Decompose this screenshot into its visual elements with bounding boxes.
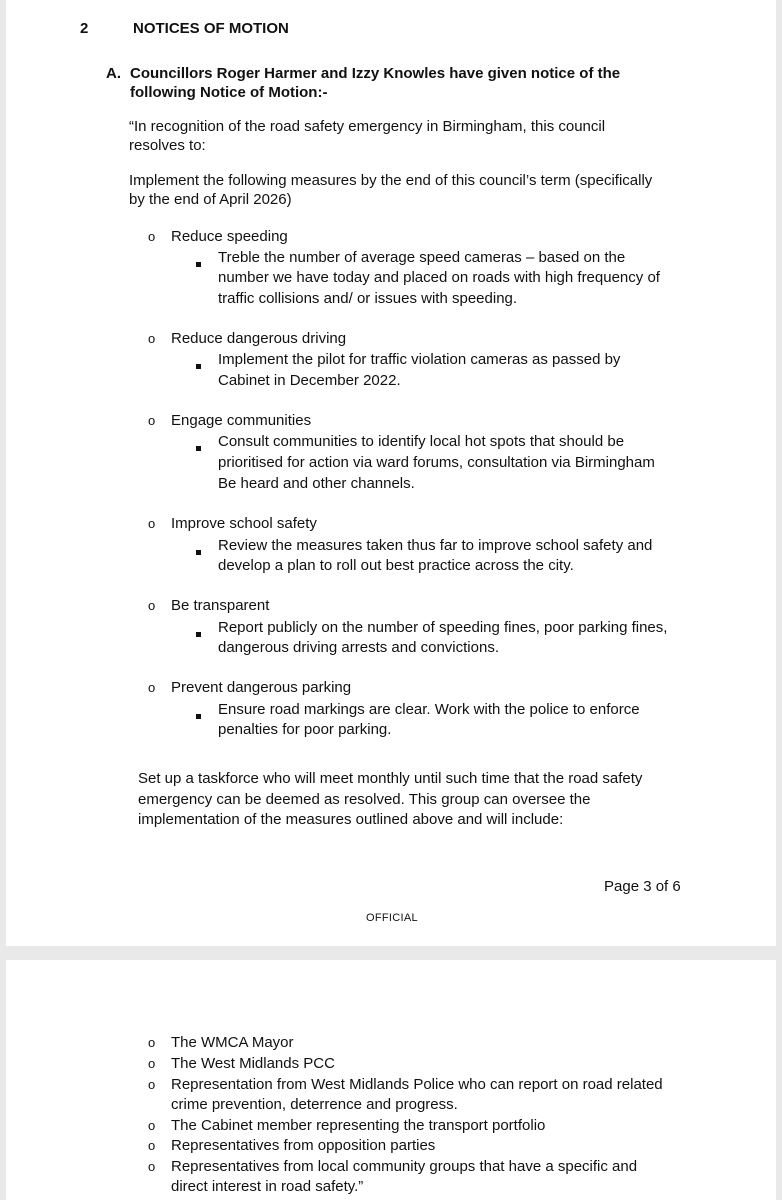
circle-bullet: o xyxy=(148,680,156,695)
implement-line: by the end of April 2026) xyxy=(129,191,292,208)
member-line: direct interest in road safety.” xyxy=(171,1178,364,1195)
measure-label: Prevent dangerous parking xyxy=(171,679,352,696)
measure-detail-line: Report publicly on the number of speeding fines, poor parking fines, xyxy=(218,619,668,636)
measure-detail-line: Cabinet in December 2022. xyxy=(218,372,401,389)
measure-detail-line: traffic collisions and/ or issues with speeding. xyxy=(218,290,518,307)
circle-bullet: o xyxy=(148,1077,156,1092)
member-line: Representatives from opposition parties xyxy=(171,1137,436,1154)
circle-bullet: o xyxy=(148,331,156,346)
taskforce-line: emergency can be deemed as resolved. This group can oversee the xyxy=(138,791,591,808)
member-line: Representatives from local community groups that have a specific and xyxy=(171,1158,638,1175)
measure-detail-line: Review the measures taken thus far to improve school safety and xyxy=(218,537,653,554)
document-page-4 xyxy=(6,960,776,1200)
member-line: crime prevention, deterrence and progress. xyxy=(171,1096,458,1113)
circle-bullet: o xyxy=(148,1138,156,1153)
measure-label: Reduce speeding xyxy=(171,228,288,245)
circle-bullet: o xyxy=(148,516,156,531)
square-bullet xyxy=(196,632,201,637)
measure-detail-line: Treble the number of average speed cameras – based on the xyxy=(218,249,626,266)
circle-bullet: o xyxy=(148,1056,156,1071)
classification-label: OFFICIAL xyxy=(366,912,418,924)
measure-label: Be transparent xyxy=(171,597,270,614)
measure-label: Reduce dangerous driving xyxy=(171,330,347,347)
measure-detail-line: Consult communities to identify local hot spots that should be xyxy=(218,433,625,450)
measure-label: Engage communities xyxy=(171,412,312,429)
intro-line: “In recognition of the road safety emergency in Birmingham, this council xyxy=(129,118,606,135)
member-line: The Cabinet member representing the transport portfolio xyxy=(171,1117,546,1134)
member-line: The WMCA Mayor xyxy=(171,1034,294,1051)
circle-bullet: o xyxy=(148,1035,156,1050)
square-bullet xyxy=(196,262,201,267)
measure-detail-line: penalties for poor parking. xyxy=(218,721,392,738)
page-number: Page 3 of 6 xyxy=(604,878,681,895)
circle-bullet: o xyxy=(148,1159,156,1174)
measure-detail-line: prioritised for action via ward forums, consultation via Birmingham xyxy=(218,454,655,471)
motion-heading-line: following Notice of Motion:- xyxy=(130,84,328,101)
taskforce-line: implementation of the measures outlined above and will include: xyxy=(138,811,564,828)
circle-bullet: o xyxy=(148,413,156,428)
measure-detail-line: number we have today and placed on roads with high frequency of xyxy=(218,269,660,286)
measure-detail-line: Ensure road markings are clear. Work with the police to enforce xyxy=(218,701,640,718)
intro-line: resolves to: xyxy=(129,137,206,154)
circle-bullet: o xyxy=(148,229,156,244)
measure-detail-line: dangerous driving arrests and convictions. xyxy=(218,639,499,656)
member-line: Representation from West Midlands Police who can report on road related xyxy=(171,1076,663,1093)
measure-label: Improve school safety xyxy=(171,515,317,532)
measure-detail-line: Be heard and other channels. xyxy=(218,475,415,492)
section-number: 2 xyxy=(80,20,89,37)
square-bullet xyxy=(196,446,201,451)
motion-letter: A. xyxy=(106,65,121,82)
measure-detail-line: develop a plan to roll out best practice across the city. xyxy=(218,557,574,574)
square-bullet xyxy=(196,364,201,369)
implement-line: Implement the following measures by the end of this council’s term (specifically xyxy=(129,172,653,189)
taskforce-line: Set up a taskforce who will meet monthly until such time that the road safety xyxy=(138,770,643,787)
circle-bullet: o xyxy=(148,1118,156,1133)
document-page-3 xyxy=(6,0,776,946)
measure-detail-line: Implement the pilot for traffic violation cameras as passed by xyxy=(218,351,621,368)
circle-bullet: o xyxy=(148,598,156,613)
square-bullet xyxy=(196,714,201,719)
square-bullet xyxy=(196,550,201,555)
member-line: The West Midlands PCC xyxy=(171,1055,335,1072)
section-title: NOTICES OF MOTION xyxy=(133,20,289,37)
motion-heading-line: Councillors Roger Harmer and Izzy Knowles have given notice of the xyxy=(130,65,621,82)
